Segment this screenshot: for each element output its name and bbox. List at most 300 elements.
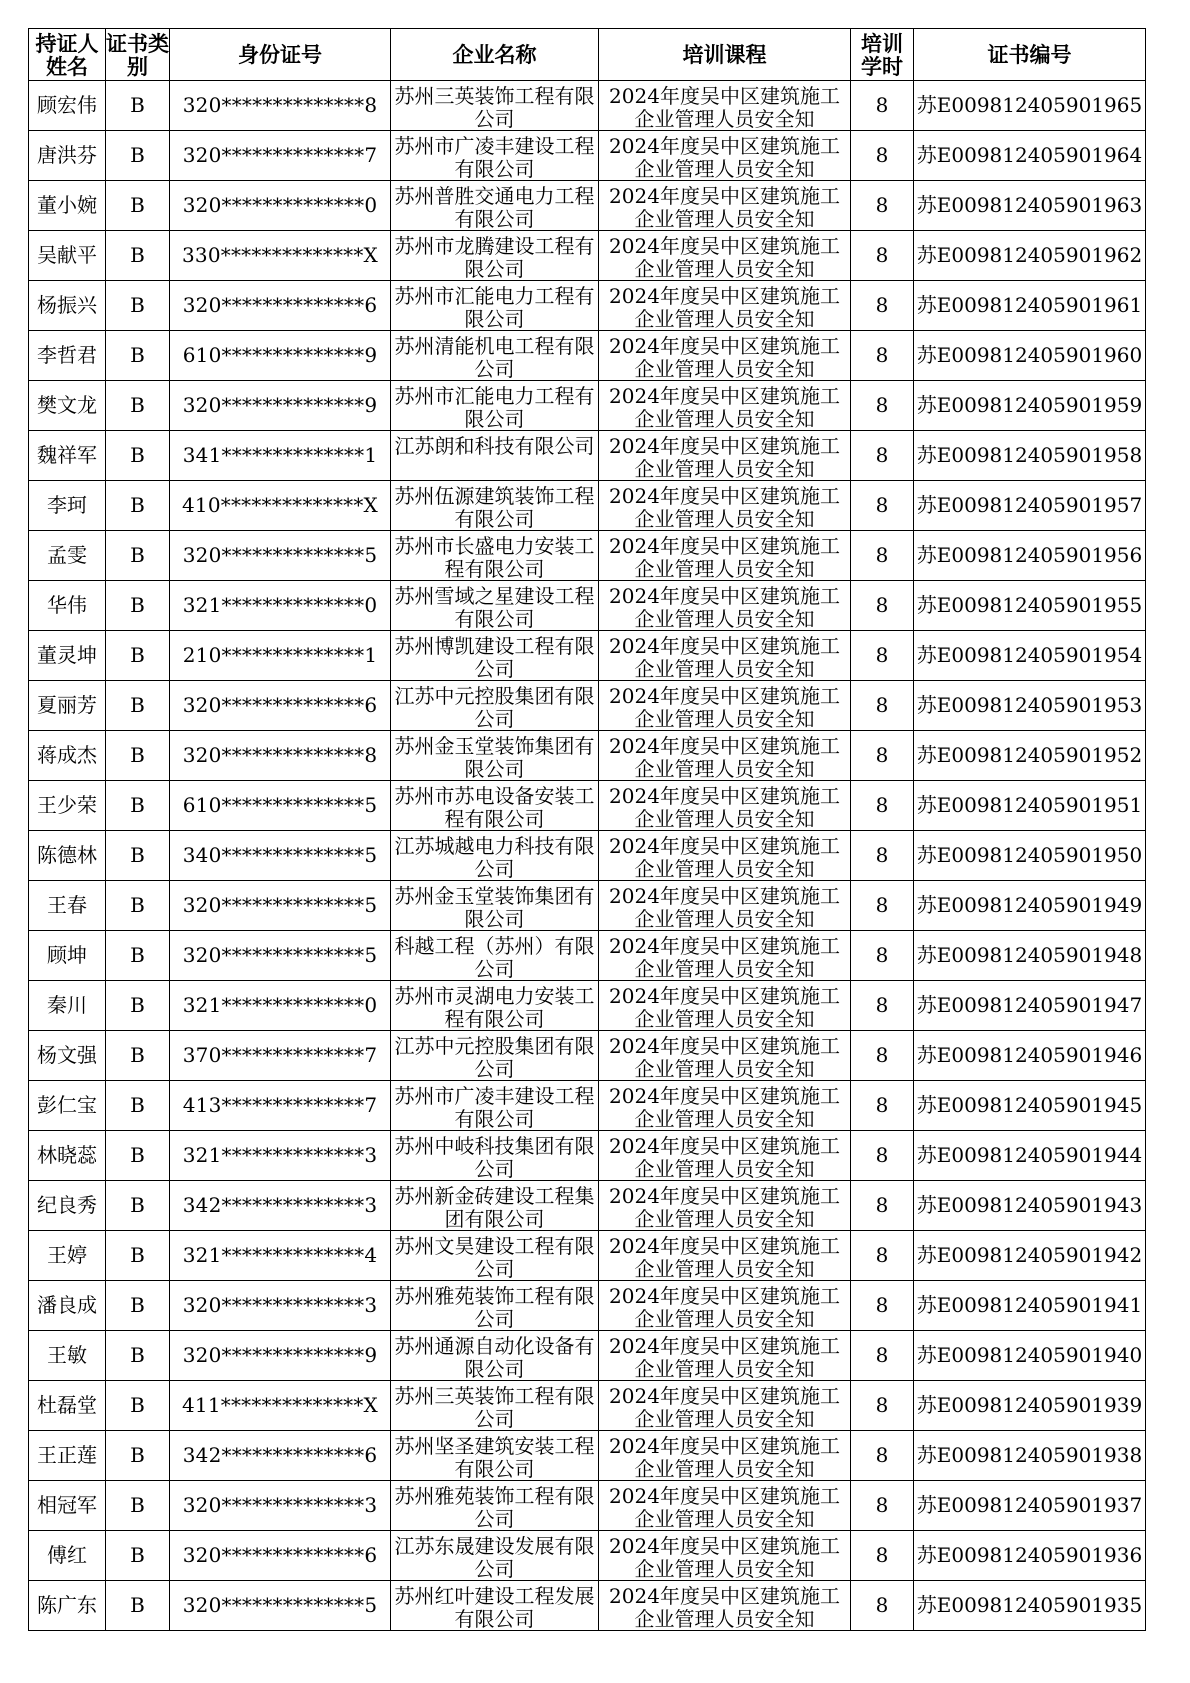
table-row bbox=[29, 381, 1146, 431]
table-row bbox=[29, 1381, 1146, 1431]
cell-course-text: 2024年度吴中区建筑施工企业管理人员安全知 bbox=[609, 484, 840, 529]
cell-company-text: 江苏朗和科技有限公司 bbox=[394, 434, 595, 458]
cell-hours: 8 bbox=[851, 681, 914, 731]
cell-course-text: 2024年度吴中区建筑施工企业管理人员安全知 bbox=[609, 234, 840, 279]
table-row bbox=[29, 1131, 1146, 1181]
cell-course bbox=[599, 81, 851, 131]
table-row bbox=[29, 81, 1146, 131]
table-row bbox=[29, 681, 1146, 731]
cell-id: 210**************1 bbox=[170, 631, 391, 681]
cell-id: 320**************5 bbox=[170, 1581, 391, 1631]
cell-type: B bbox=[106, 381, 170, 431]
cell-company bbox=[391, 1481, 599, 1531]
certificate-table bbox=[28, 28, 1146, 1631]
cell-company-text: 苏州市广凌丰建设工程有限公司 bbox=[394, 134, 595, 179]
table-row bbox=[29, 131, 1146, 181]
cell-type: B bbox=[106, 1031, 170, 1081]
cell-hours: 8 bbox=[851, 731, 914, 781]
cell-company-text: 苏州金玉堂装饰集团有限公司 bbox=[394, 734, 595, 779]
cell-hours: 8 bbox=[851, 1031, 914, 1081]
cell-type: B bbox=[106, 1231, 170, 1281]
cell-company-text: 苏州文昊建设工程有限公司 bbox=[394, 1234, 595, 1279]
cell-cert: 苏E009812405901944 bbox=[914, 1131, 1146, 1181]
cell-cert: 苏E009812405901954 bbox=[914, 631, 1146, 681]
cell-company bbox=[391, 81, 599, 131]
cell-type: B bbox=[106, 281, 170, 331]
cell-course bbox=[599, 681, 851, 731]
table-row bbox=[29, 431, 1146, 481]
cell-id: 320**************5 bbox=[170, 881, 391, 931]
cell-company bbox=[391, 131, 599, 181]
cell-name: 董灵坤 bbox=[29, 631, 106, 681]
cell-cert: 苏E009812405901936 bbox=[914, 1531, 1146, 1581]
cell-id: 413**************7 bbox=[170, 1081, 391, 1131]
cell-name: 傅红 bbox=[29, 1531, 106, 1581]
cell-hours: 8 bbox=[851, 1431, 914, 1481]
cell-hours: 8 bbox=[851, 81, 914, 131]
cell-cert: 苏E009812405901953 bbox=[914, 681, 1146, 731]
cell-hours: 8 bbox=[851, 1081, 914, 1131]
table-row bbox=[29, 1181, 1146, 1231]
cell-company bbox=[391, 331, 599, 381]
cell-cert: 苏E009812405901949 bbox=[914, 881, 1146, 931]
cell-course bbox=[599, 1431, 851, 1481]
cell-id: 320**************8 bbox=[170, 81, 391, 131]
cell-hours: 8 bbox=[851, 1481, 914, 1531]
cell-type: B bbox=[106, 1381, 170, 1431]
cell-company bbox=[391, 1081, 599, 1131]
cell-cert: 苏E009812405901950 bbox=[914, 831, 1146, 881]
cell-company-text: 江苏城越电力科技有限公司 bbox=[394, 834, 595, 879]
cell-id: 370**************7 bbox=[170, 1031, 391, 1081]
cell-company bbox=[391, 531, 599, 581]
cell-company-text: 苏州新金砖建设工程集团有限公司 bbox=[394, 1184, 595, 1229]
cell-course bbox=[599, 881, 851, 931]
cell-company-text: 苏州普胜交通电力工程有限公司 bbox=[394, 184, 595, 229]
header-row bbox=[29, 29, 1146, 81]
table-row bbox=[29, 881, 1146, 931]
cell-course-text: 2024年度吴中区建筑施工企业管理人员安全知 bbox=[609, 434, 840, 479]
cell-company-text: 苏州市苏电设备安装工程有限公司 bbox=[394, 784, 595, 829]
table-row bbox=[29, 1281, 1146, 1331]
cell-company bbox=[391, 581, 599, 631]
cell-company-text: 苏州通源自动化设备有限公司 bbox=[394, 1334, 595, 1379]
cell-cert: 苏E009812405901943 bbox=[914, 1181, 1146, 1231]
cell-cert: 苏E009812405901942 bbox=[914, 1231, 1146, 1281]
cell-hours: 8 bbox=[851, 481, 914, 531]
cell-id: 320**************7 bbox=[170, 131, 391, 181]
cell-cert: 苏E009812405901938 bbox=[914, 1431, 1146, 1481]
cell-course bbox=[599, 1281, 851, 1331]
cell-course bbox=[599, 1331, 851, 1381]
table-row bbox=[29, 1531, 1146, 1581]
table-row bbox=[29, 731, 1146, 781]
cell-company bbox=[391, 1031, 599, 1081]
cell-company bbox=[391, 631, 599, 681]
cell-hours: 8 bbox=[851, 1231, 914, 1281]
cell-course-text: 2024年度吴中区建筑施工企业管理人员安全知 bbox=[609, 834, 840, 879]
cell-name: 夏丽芳 bbox=[29, 681, 106, 731]
header-hours: 培训学时 bbox=[851, 29, 914, 81]
cell-name: 秦川 bbox=[29, 981, 106, 1031]
cell-cert: 苏E009812405901956 bbox=[914, 531, 1146, 581]
cell-course-text: 2024年度吴中区建筑施工企业管理人员安全知 bbox=[609, 984, 840, 1029]
cell-course-text: 2024年度吴中区建筑施工企业管理人员安全知 bbox=[609, 1584, 840, 1629]
cell-type: B bbox=[106, 581, 170, 631]
cell-hours: 8 bbox=[851, 281, 914, 331]
cell-type: B bbox=[106, 81, 170, 131]
cell-id: 342**************6 bbox=[170, 1431, 391, 1481]
cell-course-text: 2024年度吴中区建筑施工企业管理人员安全知 bbox=[609, 884, 840, 929]
cell-hours: 8 bbox=[851, 1531, 914, 1581]
cell-type: B bbox=[106, 231, 170, 281]
table-row bbox=[29, 331, 1146, 381]
table-row bbox=[29, 1081, 1146, 1131]
cell-name: 唐洪芬 bbox=[29, 131, 106, 181]
cell-course-text: 2024年度吴中区建筑施工企业管理人员安全知 bbox=[609, 1334, 840, 1379]
cell-hours: 8 bbox=[851, 781, 914, 831]
cell-type: B bbox=[106, 681, 170, 731]
cell-company bbox=[391, 781, 599, 831]
cell-name: 王婷 bbox=[29, 1231, 106, 1281]
cell-name: 董小婉 bbox=[29, 181, 106, 231]
cell-name: 魏祥军 bbox=[29, 431, 106, 481]
cell-cert: 苏E009812405901939 bbox=[914, 1381, 1146, 1431]
cell-id: 320**************5 bbox=[170, 531, 391, 581]
cell-id: 320**************0 bbox=[170, 181, 391, 231]
cell-course-text: 2024年度吴中区建筑施工企业管理人员安全知 bbox=[609, 1234, 840, 1279]
table-row bbox=[29, 231, 1146, 281]
cell-course bbox=[599, 1031, 851, 1081]
table-row bbox=[29, 531, 1146, 581]
cell-company bbox=[391, 731, 599, 781]
cell-cert: 苏E009812405901959 bbox=[914, 381, 1146, 431]
cell-id: 610**************9 bbox=[170, 331, 391, 381]
cell-company bbox=[391, 881, 599, 931]
cell-course-text: 2024年度吴中区建筑施工企业管理人员安全知 bbox=[609, 684, 840, 729]
cell-course bbox=[599, 1231, 851, 1281]
cell-company bbox=[391, 1281, 599, 1331]
cell-course bbox=[599, 1081, 851, 1131]
cell-id: 321**************3 bbox=[170, 1131, 391, 1181]
cell-name: 李哲君 bbox=[29, 331, 106, 381]
cell-type: B bbox=[106, 481, 170, 531]
cell-cert: 苏E009812405901961 bbox=[914, 281, 1146, 331]
cell-hours: 8 bbox=[851, 431, 914, 481]
header-id: 身份证号 bbox=[170, 29, 391, 81]
cell-course-text: 2024年度吴中区建筑施工企业管理人员安全知 bbox=[609, 184, 840, 229]
cell-course bbox=[599, 1481, 851, 1531]
cell-id: 342**************3 bbox=[170, 1181, 391, 1231]
cell-cert: 苏E009812405901937 bbox=[914, 1481, 1146, 1531]
cell-course bbox=[599, 331, 851, 381]
cell-course-text: 2024年度吴中区建筑施工企业管理人员安全知 bbox=[609, 734, 840, 779]
cell-company bbox=[391, 1381, 599, 1431]
cell-id: 410**************X bbox=[170, 481, 391, 531]
cell-course bbox=[599, 281, 851, 331]
cell-course-text: 2024年度吴中区建筑施工企业管理人员安全知 bbox=[609, 534, 840, 579]
table-row bbox=[29, 1431, 1146, 1481]
cell-course-text: 2024年度吴中区建筑施工企业管理人员安全知 bbox=[609, 634, 840, 679]
cell-id: 320**************5 bbox=[170, 931, 391, 981]
table-row bbox=[29, 1231, 1146, 1281]
cell-cert: 苏E009812405901946 bbox=[914, 1031, 1146, 1081]
cell-company bbox=[391, 481, 599, 531]
cell-company bbox=[391, 981, 599, 1031]
cell-course bbox=[599, 781, 851, 831]
cell-course-text: 2024年度吴中区建筑施工企业管理人员安全知 bbox=[609, 934, 840, 979]
cell-name: 蒋成杰 bbox=[29, 731, 106, 781]
cell-course bbox=[599, 1131, 851, 1181]
cell-name: 林晓蕊 bbox=[29, 1131, 106, 1181]
cell-cert: 苏E009812405901958 bbox=[914, 431, 1146, 481]
cell-id: 340**************5 bbox=[170, 831, 391, 881]
cell-course-text: 2024年度吴中区建筑施工企业管理人员安全知 bbox=[609, 1534, 840, 1579]
cell-hours: 8 bbox=[851, 631, 914, 681]
cell-course bbox=[599, 981, 851, 1031]
cell-course-text: 2024年度吴中区建筑施工企业管理人员安全知 bbox=[609, 1284, 840, 1329]
cell-company-text: 江苏中元控股集团有限公司 bbox=[394, 1034, 595, 1079]
cell-course-text: 2024年度吴中区建筑施工企业管理人员安全知 bbox=[609, 1034, 840, 1079]
header-type: 证书类别 bbox=[106, 30, 169, 79]
table-row bbox=[29, 181, 1146, 231]
cell-id: 341**************1 bbox=[170, 431, 391, 481]
cell-company-text: 苏州市汇能电力工程有限公司 bbox=[394, 284, 595, 329]
cell-course-text: 2024年度吴中区建筑施工企业管理人员安全知 bbox=[609, 1184, 840, 1229]
cell-type: B bbox=[106, 831, 170, 881]
cell-company bbox=[391, 1331, 599, 1381]
cell-company-text: 江苏东晟建设发展有限公司 bbox=[394, 1534, 595, 1579]
cell-course bbox=[599, 231, 851, 281]
cell-course-text: 2024年度吴中区建筑施工企业管理人员安全知 bbox=[609, 584, 840, 629]
cell-course-text: 2024年度吴中区建筑施工企业管理人员安全知 bbox=[609, 784, 840, 829]
cell-id: 320**************6 bbox=[170, 281, 391, 331]
table-row bbox=[29, 1581, 1146, 1631]
cell-id: 321**************0 bbox=[170, 981, 391, 1031]
cell-company bbox=[391, 1131, 599, 1181]
cell-id: 320**************9 bbox=[170, 1331, 391, 1381]
cell-cert: 苏E009812405901940 bbox=[914, 1331, 1146, 1381]
header-company: 企业名称 bbox=[391, 29, 599, 81]
cell-course bbox=[599, 531, 851, 581]
cell-course-text: 2024年度吴中区建筑施工企业管理人员安全知 bbox=[609, 134, 840, 179]
cell-course-text: 2024年度吴中区建筑施工企业管理人员安全知 bbox=[609, 384, 840, 429]
cell-course-text: 2024年度吴中区建筑施工企业管理人员安全知 bbox=[609, 1434, 840, 1479]
cell-id: 320**************8 bbox=[170, 731, 391, 781]
cell-company bbox=[391, 431, 599, 481]
cell-hours: 8 bbox=[851, 531, 914, 581]
cell-name: 孟雯 bbox=[29, 531, 106, 581]
cell-cert: 苏E009812405901948 bbox=[914, 931, 1146, 981]
cell-cert: 苏E009812405901957 bbox=[914, 481, 1146, 531]
cell-name: 华伟 bbox=[29, 581, 106, 631]
cell-name: 王春 bbox=[29, 881, 106, 931]
header-cert: 证书编号 bbox=[914, 29, 1146, 81]
cell-course-text: 2024年度吴中区建筑施工企业管理人员安全知 bbox=[609, 284, 840, 329]
cell-company bbox=[391, 831, 599, 881]
cell-company bbox=[391, 1431, 599, 1481]
cell-cert: 苏E009812405901951 bbox=[914, 781, 1146, 831]
cell-hours: 8 bbox=[851, 1281, 914, 1331]
cell-company-text: 苏州雅苑装饰工程有限公司 bbox=[394, 1284, 595, 1329]
cell-company-text: 苏州市灵湖电力安装工程有限公司 bbox=[394, 984, 595, 1029]
cell-name: 王少荣 bbox=[29, 781, 106, 831]
cell-course-text: 2024年度吴中区建筑施工企业管理人员安全知 bbox=[609, 334, 840, 379]
header-course: 培训课程 bbox=[599, 29, 851, 81]
cell-cert: 苏E009812405901960 bbox=[914, 331, 1146, 381]
cell-cert: 苏E009812405901955 bbox=[914, 581, 1146, 631]
cell-company-text: 科越工程（苏州）有限公司 bbox=[394, 934, 595, 979]
cell-hours: 8 bbox=[851, 381, 914, 431]
cell-id: 320**************3 bbox=[170, 1281, 391, 1331]
cell-course bbox=[599, 431, 851, 481]
cell-company-text: 苏州市广凌丰建设工程有限公司 bbox=[394, 1084, 595, 1129]
cell-name: 李珂 bbox=[29, 481, 106, 531]
cell-id: 320**************6 bbox=[170, 681, 391, 731]
cell-company-text: 苏州三英装饰工程有限公司 bbox=[394, 84, 595, 129]
cell-company bbox=[391, 1581, 599, 1631]
cell-course bbox=[599, 131, 851, 181]
cell-type: B bbox=[106, 1531, 170, 1581]
table-row bbox=[29, 1031, 1146, 1081]
cell-name: 樊文龙 bbox=[29, 381, 106, 431]
cell-company bbox=[391, 1531, 599, 1581]
cell-name: 王敏 bbox=[29, 1331, 106, 1381]
cell-id: 321**************0 bbox=[170, 581, 391, 631]
cell-type: B bbox=[106, 131, 170, 181]
table-row bbox=[29, 931, 1146, 981]
cell-type: B bbox=[106, 781, 170, 831]
cell-company-text: 苏州红叶建设工程发展有限公司 bbox=[394, 1584, 595, 1629]
cell-hours: 8 bbox=[851, 1131, 914, 1181]
cell-company-text: 苏州伍源建筑装饰工程有限公司 bbox=[394, 484, 595, 529]
cell-course-text: 2024年度吴中区建筑施工企业管理人员安全知 bbox=[609, 1084, 840, 1129]
cell-hours: 8 bbox=[851, 581, 914, 631]
cell-course bbox=[599, 181, 851, 231]
table-row bbox=[29, 481, 1146, 531]
cell-course bbox=[599, 731, 851, 781]
cell-company-text: 苏州中岐科技集团有限公司 bbox=[394, 1134, 595, 1179]
cell-id: 321**************4 bbox=[170, 1231, 391, 1281]
cell-cert: 苏E009812405901947 bbox=[914, 981, 1146, 1031]
cell-course bbox=[599, 481, 851, 531]
cell-type: B bbox=[106, 881, 170, 931]
cell-hours: 8 bbox=[851, 1581, 914, 1631]
cell-cert: 苏E009812405901941 bbox=[914, 1281, 1146, 1331]
cell-cert: 苏E009812405901945 bbox=[914, 1081, 1146, 1131]
cell-type: B bbox=[106, 1431, 170, 1481]
cell-company bbox=[391, 1231, 599, 1281]
cell-course-text: 2024年度吴中区建筑施工企业管理人员安全知 bbox=[609, 1134, 840, 1179]
cell-company bbox=[391, 281, 599, 331]
cell-type: B bbox=[106, 731, 170, 781]
cell-course bbox=[599, 631, 851, 681]
cell-course bbox=[599, 1181, 851, 1231]
cell-name: 杨振兴 bbox=[29, 281, 106, 331]
cell-company-text: 苏州坚圣建筑安装工程有限公司 bbox=[394, 1434, 595, 1479]
cell-course bbox=[599, 931, 851, 981]
cell-course bbox=[599, 831, 851, 881]
cell-type: B bbox=[106, 931, 170, 981]
cell-course bbox=[599, 581, 851, 631]
cell-cert: 苏E009812405901964 bbox=[914, 131, 1146, 181]
cell-name: 彭仁宝 bbox=[29, 1081, 106, 1131]
cell-hours: 8 bbox=[851, 131, 914, 181]
cell-type: B bbox=[106, 431, 170, 481]
cell-course-text: 2024年度吴中区建筑施工企业管理人员安全知 bbox=[609, 1484, 840, 1529]
cell-company-text: 苏州市龙腾建设工程有限公司 bbox=[394, 234, 595, 279]
cell-company bbox=[391, 1181, 599, 1231]
cell-course-text: 2024年度吴中区建筑施工企业管理人员安全知 bbox=[609, 1384, 840, 1429]
cell-cert: 苏E009812405901935 bbox=[914, 1581, 1146, 1631]
cell-company bbox=[391, 231, 599, 281]
cell-id: 411**************X bbox=[170, 1381, 391, 1431]
cell-company-text: 苏州雅苑装饰工程有限公司 bbox=[394, 1484, 595, 1529]
cell-type: B bbox=[106, 1181, 170, 1231]
cell-cert: 苏E009812405901965 bbox=[914, 81, 1146, 131]
cell-course bbox=[599, 1381, 851, 1431]
cell-name: 顾宏伟 bbox=[29, 81, 106, 131]
cell-name: 陈广东 bbox=[29, 1581, 106, 1631]
cell-type: B bbox=[106, 1281, 170, 1331]
cell-hours: 8 bbox=[851, 331, 914, 381]
header-name: 持证人姓名 bbox=[29, 29, 106, 81]
table-row bbox=[29, 631, 1146, 681]
cell-type: B bbox=[106, 181, 170, 231]
cell-name: 吴献平 bbox=[29, 231, 106, 281]
cell-company-text: 苏州三英装饰工程有限公司 bbox=[394, 1384, 595, 1429]
cell-name: 杨文强 bbox=[29, 1031, 106, 1081]
cell-type: B bbox=[106, 1131, 170, 1181]
table-row bbox=[29, 581, 1146, 631]
cell-hours: 8 bbox=[851, 831, 914, 881]
cell-name: 相冠军 bbox=[29, 1481, 106, 1531]
cell-type: B bbox=[106, 1331, 170, 1381]
cell-company-text: 苏州市长盛电力安装工程有限公司 bbox=[394, 534, 595, 579]
cell-type: B bbox=[106, 531, 170, 581]
cell-cert: 苏E009812405901952 bbox=[914, 731, 1146, 781]
cell-company bbox=[391, 181, 599, 231]
cell-hours: 8 bbox=[851, 931, 914, 981]
cell-id: 320**************9 bbox=[170, 381, 391, 431]
cell-cert: 苏E009812405901962 bbox=[914, 231, 1146, 281]
cell-hours: 8 bbox=[851, 1331, 914, 1381]
cell-name: 顾坤 bbox=[29, 931, 106, 981]
cell-type: B bbox=[106, 981, 170, 1031]
cell-id: 320**************6 bbox=[170, 1531, 391, 1581]
cell-name: 纪良秀 bbox=[29, 1181, 106, 1231]
cell-company-text: 苏州博凯建设工程有限公司 bbox=[394, 634, 595, 679]
cell-name: 王正莲 bbox=[29, 1431, 106, 1481]
cell-id: 610**************5 bbox=[170, 781, 391, 831]
cell-hours: 8 bbox=[851, 181, 914, 231]
cell-hours: 8 bbox=[851, 1181, 914, 1231]
cell-course bbox=[599, 1531, 851, 1581]
cell-company-text: 苏州金玉堂装饰集团有限公司 bbox=[394, 884, 595, 929]
cell-type: B bbox=[106, 631, 170, 681]
cell-hours: 8 bbox=[851, 881, 914, 931]
cell-company bbox=[391, 931, 599, 981]
cell-name: 杜磊堂 bbox=[29, 1381, 106, 1431]
table-row bbox=[29, 1331, 1146, 1381]
table-row bbox=[29, 1481, 1146, 1531]
table-row bbox=[29, 781, 1146, 831]
cell-course-text: 2024年度吴中区建筑施工企业管理人员安全知 bbox=[609, 84, 840, 129]
cell-cert: 苏E009812405901963 bbox=[914, 181, 1146, 231]
cell-company-text: 江苏中元控股集团有限公司 bbox=[394, 684, 595, 729]
cell-course bbox=[599, 381, 851, 431]
cell-name: 陈德林 bbox=[29, 831, 106, 881]
